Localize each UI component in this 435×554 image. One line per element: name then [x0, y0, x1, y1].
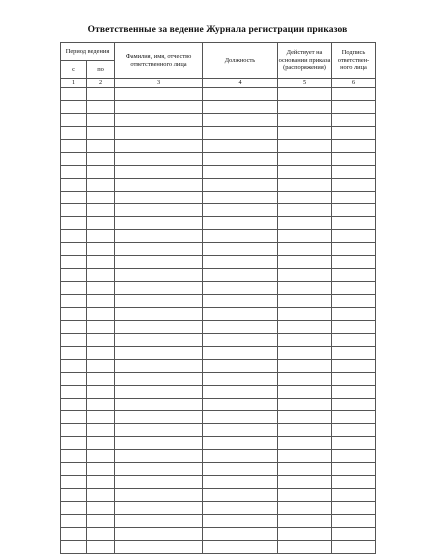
- table-cell[interactable]: [61, 398, 87, 411]
- table-cell[interactable]: [203, 333, 278, 346]
- table-cell[interactable]: [203, 243, 278, 256]
- table-cell[interactable]: [87, 333, 115, 346]
- table-cell[interactable]: [332, 256, 376, 269]
- table-cell[interactable]: [115, 502, 203, 515]
- table-cell[interactable]: [87, 88, 115, 101]
- table-cell[interactable]: [115, 295, 203, 308]
- table-cell[interactable]: [61, 514, 87, 527]
- table-cell[interactable]: [278, 398, 332, 411]
- table-row: [61, 191, 376, 204]
- table-row: [61, 320, 376, 333]
- table-cell[interactable]: [87, 359, 115, 372]
- table-cell[interactable]: [115, 88, 203, 101]
- table-row: [61, 346, 376, 359]
- table-row: [61, 204, 376, 217]
- table-cell[interactable]: [332, 139, 376, 152]
- table-cell[interactable]: [115, 385, 203, 398]
- table-cell[interactable]: [61, 346, 87, 359]
- table-cell[interactable]: [278, 191, 332, 204]
- table-cell[interactable]: [332, 165, 376, 178]
- table-body: [61, 88, 376, 554]
- table-row: [61, 450, 376, 463]
- table-cell[interactable]: [278, 282, 332, 295]
- table-cell[interactable]: [61, 269, 87, 282]
- position-header: Должность: [203, 43, 278, 79]
- table-cell[interactable]: [278, 411, 332, 424]
- table-cell[interactable]: [61, 126, 87, 139]
- table-cell[interactable]: [61, 411, 87, 424]
- table-cell[interactable]: [278, 527, 332, 540]
- table-cell[interactable]: [278, 540, 332, 553]
- table-cell[interactable]: [203, 320, 278, 333]
- table-cell[interactable]: [332, 437, 376, 450]
- table-cell[interactable]: [61, 113, 87, 126]
- table-row: [61, 139, 376, 152]
- table-cell[interactable]: [203, 398, 278, 411]
- table-cell[interactable]: [332, 191, 376, 204]
- column-number: 5: [278, 79, 332, 88]
- table-cell[interactable]: [278, 113, 332, 126]
- table-cell[interactable]: [332, 359, 376, 372]
- table-cell[interactable]: [87, 476, 115, 489]
- period-header: Период ведения: [61, 43, 115, 61]
- table-cell[interactable]: [278, 320, 332, 333]
- table-row: [61, 359, 376, 372]
- table-cell[interactable]: [332, 411, 376, 424]
- table-row: [61, 411, 376, 424]
- table-row: [61, 217, 376, 230]
- table-cell[interactable]: [87, 489, 115, 502]
- table-cell[interactable]: [203, 540, 278, 553]
- table-cell[interactable]: [87, 450, 115, 463]
- table-cell[interactable]: [203, 463, 278, 476]
- table-cell[interactable]: [87, 256, 115, 269]
- table-cell[interactable]: [87, 178, 115, 191]
- table-cell[interactable]: [203, 514, 278, 527]
- table-cell[interactable]: [332, 450, 376, 463]
- table-row: [61, 269, 376, 282]
- table-cell[interactable]: [115, 243, 203, 256]
- table-cell[interactable]: [115, 463, 203, 476]
- column-number: 1: [61, 79, 87, 88]
- table-cell[interactable]: [115, 489, 203, 502]
- table-cell[interactable]: [115, 372, 203, 385]
- table-cell[interactable]: [115, 139, 203, 152]
- table-cell[interactable]: [203, 282, 278, 295]
- table-cell[interactable]: [332, 398, 376, 411]
- table-cell[interactable]: [203, 437, 278, 450]
- table-cell[interactable]: [278, 217, 332, 230]
- table-row: [61, 502, 376, 515]
- table-cell[interactable]: [61, 502, 87, 515]
- table-cell[interactable]: [87, 282, 115, 295]
- table-cell[interactable]: [87, 424, 115, 437]
- table-cell[interactable]: [203, 113, 278, 126]
- column-number: 4: [203, 79, 278, 88]
- table-cell[interactable]: [203, 152, 278, 165]
- table-cell[interactable]: [332, 502, 376, 515]
- table-cell[interactable]: [115, 217, 203, 230]
- table-cell[interactable]: [61, 256, 87, 269]
- table-cell[interactable]: [332, 126, 376, 139]
- table-cell[interactable]: [87, 100, 115, 113]
- table-cell[interactable]: [61, 424, 87, 437]
- table-cell[interactable]: [61, 152, 87, 165]
- table-cell[interactable]: [115, 411, 203, 424]
- table-cell[interactable]: [278, 165, 332, 178]
- table-row: [61, 178, 376, 191]
- table-cell[interactable]: [87, 540, 115, 553]
- table-cell[interactable]: [115, 307, 203, 320]
- table-cell[interactable]: [278, 437, 332, 450]
- table-row: [61, 152, 376, 165]
- table-cell[interactable]: [278, 139, 332, 152]
- table-cell[interactable]: [87, 295, 115, 308]
- table-cell[interactable]: [61, 88, 87, 101]
- table-cell[interactable]: [115, 165, 203, 178]
- table-cell[interactable]: [61, 217, 87, 230]
- table-cell[interactable]: [115, 256, 203, 269]
- table-cell[interactable]: [332, 320, 376, 333]
- table-cell[interactable]: [203, 165, 278, 178]
- table-row: [61, 113, 376, 126]
- from-header: с: [61, 61, 87, 79]
- table-cell[interactable]: [115, 204, 203, 217]
- column-number: 6: [332, 79, 376, 88]
- table-cell[interactable]: [87, 307, 115, 320]
- table-cell[interactable]: [87, 204, 115, 217]
- table-cell[interactable]: [332, 113, 376, 126]
- table-cell[interactable]: [332, 204, 376, 217]
- table-cell[interactable]: [332, 476, 376, 489]
- table-cell[interactable]: [203, 359, 278, 372]
- table-cell[interactable]: [203, 178, 278, 191]
- table-cell[interactable]: [203, 346, 278, 359]
- table-cell[interactable]: [87, 463, 115, 476]
- table-cell[interactable]: [278, 204, 332, 217]
- table-cell[interactable]: [115, 514, 203, 527]
- table-row: [61, 165, 376, 178]
- table-cell[interactable]: [115, 126, 203, 139]
- table-cell[interactable]: [278, 243, 332, 256]
- table-cell[interactable]: [115, 152, 203, 165]
- table-cell[interactable]: [87, 217, 115, 230]
- table-cell[interactable]: [332, 100, 376, 113]
- table-row: [61, 398, 376, 411]
- table-cell[interactable]: [332, 463, 376, 476]
- table-cell[interactable]: [87, 113, 115, 126]
- table-cell[interactable]: [115, 333, 203, 346]
- table-cell[interactable]: [61, 230, 87, 243]
- table-cell[interactable]: [115, 320, 203, 333]
- table-row: [61, 333, 376, 346]
- table-cell[interactable]: [332, 269, 376, 282]
- table-cell[interactable]: [278, 514, 332, 527]
- table-cell[interactable]: [87, 527, 115, 540]
- table-cell[interactable]: [61, 178, 87, 191]
- table-cell[interactable]: [278, 178, 332, 191]
- table-cell[interactable]: [61, 295, 87, 308]
- table-cell[interactable]: [87, 191, 115, 204]
- table-cell[interactable]: [203, 424, 278, 437]
- table-cell[interactable]: [332, 489, 376, 502]
- table-cell[interactable]: [332, 217, 376, 230]
- table-cell[interactable]: [115, 398, 203, 411]
- table-cell[interactable]: [332, 178, 376, 191]
- table-row: [61, 230, 376, 243]
- table-row: [61, 437, 376, 450]
- table-cell[interactable]: [203, 204, 278, 217]
- table-cell[interactable]: [87, 385, 115, 398]
- table-cell[interactable]: [332, 333, 376, 346]
- table-row: [61, 243, 376, 256]
- table-cell[interactable]: [61, 372, 87, 385]
- table-cell[interactable]: [203, 489, 278, 502]
- table-cell[interactable]: [278, 463, 332, 476]
- table-cell[interactable]: [115, 191, 203, 204]
- table-cell[interactable]: [115, 424, 203, 437]
- table-cell[interactable]: [87, 411, 115, 424]
- table-cell[interactable]: [87, 152, 115, 165]
- table-cell[interactable]: [87, 126, 115, 139]
- table-row: [61, 540, 376, 553]
- table-row: [61, 476, 376, 489]
- table-cell[interactable]: [61, 437, 87, 450]
- table-cell[interactable]: [61, 320, 87, 333]
- table-cell[interactable]: [278, 450, 332, 463]
- column-number: 2: [87, 79, 115, 88]
- table-cell[interactable]: [278, 307, 332, 320]
- table-cell[interactable]: [332, 152, 376, 165]
- table-cell[interactable]: [61, 489, 87, 502]
- table-cell[interactable]: [278, 333, 332, 346]
- table-cell[interactable]: [203, 100, 278, 113]
- table-cell[interactable]: [61, 359, 87, 372]
- table-cell[interactable]: [203, 450, 278, 463]
- table-cell[interactable]: [203, 295, 278, 308]
- table-cell[interactable]: [87, 514, 115, 527]
- table-cell[interactable]: [115, 476, 203, 489]
- table-row: [61, 307, 376, 320]
- table-cell[interactable]: [332, 346, 376, 359]
- table-cell[interactable]: [278, 256, 332, 269]
- table-cell[interactable]: [332, 88, 376, 101]
- table-cell[interactable]: [332, 424, 376, 437]
- table-cell[interactable]: [278, 88, 332, 101]
- table-cell[interactable]: [332, 282, 376, 295]
- table-row: [61, 100, 376, 113]
- table-cell[interactable]: [278, 372, 332, 385]
- table-cell[interactable]: [61, 527, 87, 540]
- table-cell[interactable]: [203, 217, 278, 230]
- table-cell[interactable]: [278, 424, 332, 437]
- table-cell[interactable]: [61, 307, 87, 320]
- table-cell[interactable]: [115, 282, 203, 295]
- table-cell[interactable]: [332, 372, 376, 385]
- table-cell[interactable]: [87, 230, 115, 243]
- table-row: [61, 282, 376, 295]
- table-cell[interactable]: [278, 295, 332, 308]
- table-cell[interactable]: [278, 269, 332, 282]
- table-cell[interactable]: [61, 463, 87, 476]
- table-cell[interactable]: [115, 346, 203, 359]
- table-row: [61, 372, 376, 385]
- column-number: 3: [115, 79, 203, 88]
- table-cell[interactable]: [203, 139, 278, 152]
- table-cell[interactable]: [332, 230, 376, 243]
- table-cell[interactable]: [203, 476, 278, 489]
- table-cell[interactable]: [203, 527, 278, 540]
- table-cell[interactable]: [332, 243, 376, 256]
- table-cell[interactable]: [61, 385, 87, 398]
- table-cell[interactable]: [87, 372, 115, 385]
- table-row: [61, 514, 376, 527]
- table-row: [61, 256, 376, 269]
- table-cell[interactable]: [115, 113, 203, 126]
- table-cell[interactable]: [115, 100, 203, 113]
- table-row: [61, 489, 376, 502]
- table-cell[interactable]: [87, 139, 115, 152]
- table-cell[interactable]: [115, 178, 203, 191]
- table-cell[interactable]: [115, 230, 203, 243]
- table-cell[interactable]: [87, 269, 115, 282]
- table-cell[interactable]: [61, 165, 87, 178]
- table-cell[interactable]: [61, 100, 87, 113]
- table-cell[interactable]: [115, 527, 203, 540]
- table-row: [61, 126, 376, 139]
- table-cell[interactable]: [87, 502, 115, 515]
- table-cell[interactable]: [278, 100, 332, 113]
- basis-header: Действует на основании приказа (распоряжения): [278, 43, 332, 79]
- table-row: [61, 527, 376, 540]
- table-cell[interactable]: [332, 307, 376, 320]
- table-cell[interactable]: [87, 243, 115, 256]
- table-cell[interactable]: [203, 411, 278, 424]
- table-cell[interactable]: [278, 476, 332, 489]
- table-cell[interactable]: [278, 489, 332, 502]
- table-row: [61, 295, 376, 308]
- table-cell[interactable]: [87, 398, 115, 411]
- table-cell[interactable]: [87, 320, 115, 333]
- table-cell[interactable]: [278, 230, 332, 243]
- table-cell[interactable]: [203, 126, 278, 139]
- table-cell[interactable]: [332, 295, 376, 308]
- table-cell[interactable]: [203, 191, 278, 204]
- signature-header: Подпись ответствен-ного лица: [332, 43, 376, 79]
- table-cell[interactable]: [115, 269, 203, 282]
- table-cell[interactable]: [61, 476, 87, 489]
- table-cell[interactable]: [278, 385, 332, 398]
- table-cell[interactable]: [61, 282, 87, 295]
- table-cell[interactable]: [61, 139, 87, 152]
- table-cell[interactable]: [115, 540, 203, 553]
- table-cell[interactable]: [332, 514, 376, 527]
- table-cell[interactable]: [203, 88, 278, 101]
- table-cell[interactable]: [332, 540, 376, 553]
- table-cell[interactable]: [332, 527, 376, 540]
- table-cell[interactable]: [278, 502, 332, 515]
- name-header: Фамилия, имя, отчество ответственного лица: [115, 43, 203, 79]
- table-cell[interactable]: [203, 230, 278, 243]
- table-row: [61, 463, 376, 476]
- table-cell[interactable]: [61, 204, 87, 217]
- table-cell[interactable]: [203, 372, 278, 385]
- table-cell[interactable]: [278, 359, 332, 372]
- table-cell[interactable]: [332, 385, 376, 398]
- table-cell[interactable]: [115, 450, 203, 463]
- document-title: Ответственные за ведение Журнала регистрации приказов: [87, 25, 348, 35]
- table-cell[interactable]: [203, 502, 278, 515]
- table-cell[interactable]: [203, 269, 278, 282]
- table-cell[interactable]: [61, 540, 87, 553]
- table-cell[interactable]: [115, 359, 203, 372]
- table-row: [61, 385, 376, 398]
- table-cell[interactable]: [278, 152, 332, 165]
- responsible-persons-table: [60, 42, 376, 554]
- table-cell[interactable]: [278, 126, 332, 139]
- table-cell[interactable]: [87, 165, 115, 178]
- table-cell[interactable]: [61, 191, 87, 204]
- table-cell[interactable]: [203, 307, 278, 320]
- table-cell[interactable]: [61, 243, 87, 256]
- table-row: [61, 424, 376, 437]
- table-cell[interactable]: [278, 346, 332, 359]
- table-cell[interactable]: [61, 450, 87, 463]
- table-cell[interactable]: [203, 256, 278, 269]
- table-cell[interactable]: [87, 437, 115, 450]
- table-cell[interactable]: [203, 385, 278, 398]
- table-row: [61, 88, 376, 101]
- table-cell[interactable]: [61, 333, 87, 346]
- table-cell[interactable]: [87, 346, 115, 359]
- to-header: по: [87, 61, 115, 79]
- table-cell[interactable]: [115, 437, 203, 450]
